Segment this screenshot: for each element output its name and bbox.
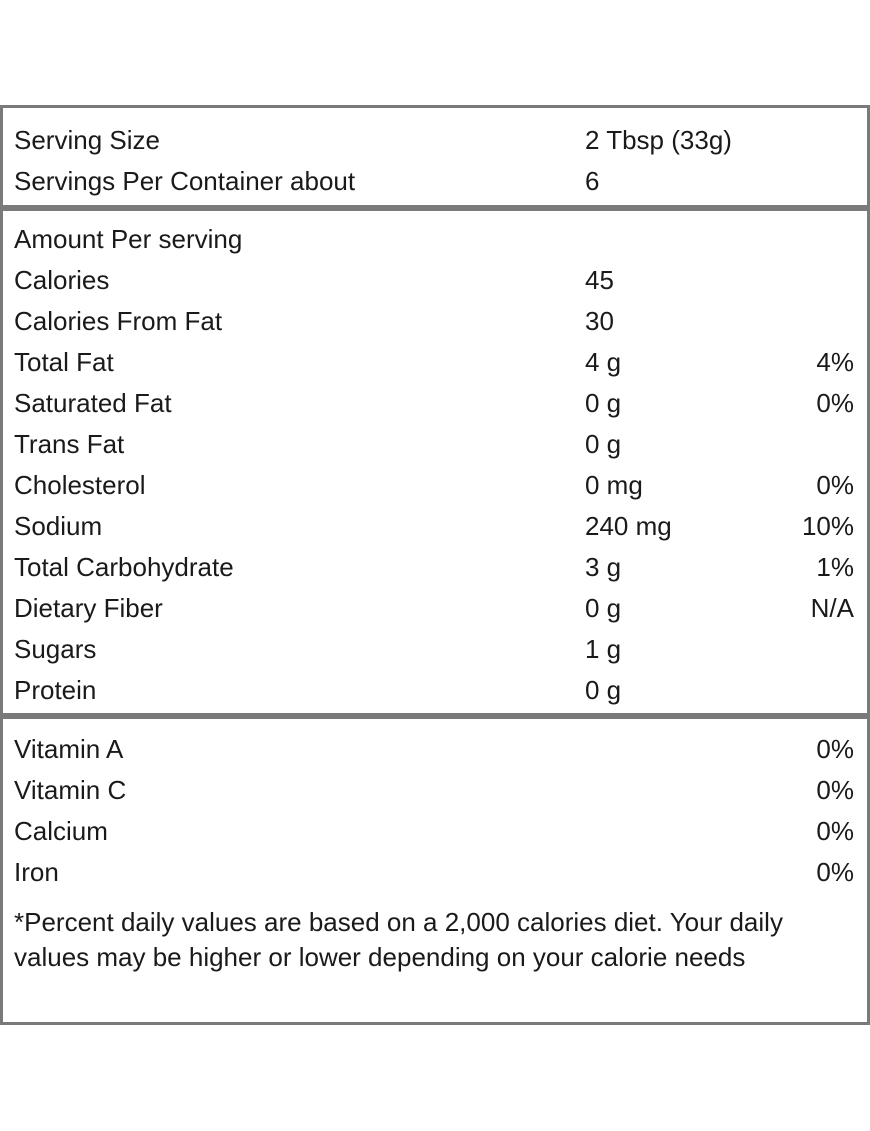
nutrient-amount: 3 g xyxy=(585,552,622,582)
nutrient-row xyxy=(3,547,867,588)
nutrient-row xyxy=(3,506,867,547)
vitamin-daily-value: 0% xyxy=(816,816,854,846)
nutrient-row xyxy=(3,465,867,506)
nutrient-name: Total Carbohydrate xyxy=(14,552,234,582)
daily-value-footnote: *Percent daily values are based on a 2,000 calories diet. Your daily values may be higher or lower depending on your calorie needs xyxy=(14,907,783,972)
serving-size-label: Serving Size xyxy=(14,125,160,155)
nutrient-name: Calories From Fat xyxy=(14,306,223,336)
nutrient-amount: 240 mg xyxy=(585,511,672,541)
vitamin-name: Vitamin C xyxy=(14,775,127,805)
nutrient-row xyxy=(3,342,867,383)
nutrient-amount: 0 g xyxy=(585,388,622,418)
nutrient-amount: 0 mg xyxy=(585,470,643,500)
vitamin-daily-value: 0% xyxy=(816,734,854,764)
nutrient-amount: 30 xyxy=(585,306,614,336)
nutrient-amount: 1 g xyxy=(585,634,622,664)
nutrient-name: Dietary Fiber xyxy=(14,593,163,623)
nutrient-amount: 0 g xyxy=(585,593,622,623)
vitamin-row xyxy=(3,729,867,770)
nutrient-row xyxy=(3,301,867,342)
vitamin-row xyxy=(3,770,867,811)
vitamin-row xyxy=(3,852,867,893)
section-divider xyxy=(3,205,867,211)
vitamin-daily-value: 0% xyxy=(816,775,854,805)
vitamin-name: Calcium xyxy=(14,816,108,846)
nutrient-name: Protein xyxy=(14,675,97,705)
nutrient-daily-value: 1% xyxy=(816,552,854,582)
nutrient-name: Saturated Fat xyxy=(14,388,172,418)
nutrient-name: Sugars xyxy=(14,634,97,664)
serving-size-value: 2 Tbsp (33g) xyxy=(585,125,732,155)
servings-per-container-row xyxy=(3,161,867,202)
nutrient-row xyxy=(3,424,867,465)
nutrient-daily-value: N/A xyxy=(810,593,854,623)
vitamin-name: Vitamin A xyxy=(14,734,124,764)
nutrient-row xyxy=(3,670,867,711)
amount-per-serving-label: Amount Per serving xyxy=(14,224,243,254)
nutrient-amount: 0 g xyxy=(585,675,622,705)
nutrient-daily-value: 4% xyxy=(816,347,854,377)
nutrient-daily-value: 10% xyxy=(801,511,854,541)
nutrient-amount: 4 g xyxy=(585,347,622,377)
vitamin-row xyxy=(3,811,867,852)
nutrient-row xyxy=(3,629,867,670)
nutrient-name: Total Fat xyxy=(14,347,114,377)
nutrient-name: Calories xyxy=(14,265,110,295)
section-divider xyxy=(3,713,867,719)
servings-per-container-label: Servings Per Container about xyxy=(14,166,356,196)
nutrient-amount: 45 xyxy=(585,265,614,295)
nutrient-amount: 0 g xyxy=(585,429,622,459)
nutrient-name: Cholesterol xyxy=(14,470,146,500)
nutrition-facts-panel xyxy=(0,105,870,1025)
vitamin-daily-value: 0% xyxy=(816,857,854,887)
nutrient-name: Trans Fat xyxy=(14,429,125,459)
nutrient-row xyxy=(3,260,867,301)
nutrient-row xyxy=(3,383,867,424)
serving-size-row xyxy=(3,120,867,161)
nutrient-row xyxy=(3,588,867,629)
nutrient-daily-value: 0% xyxy=(816,388,854,418)
vitamin-name: Iron xyxy=(14,857,59,887)
amount-per-serving-header xyxy=(3,219,867,260)
nutrient-name: Sodium xyxy=(14,511,103,541)
nutrient-daily-value: 0% xyxy=(816,470,854,500)
servings-per-container-value: 6 xyxy=(585,166,600,196)
